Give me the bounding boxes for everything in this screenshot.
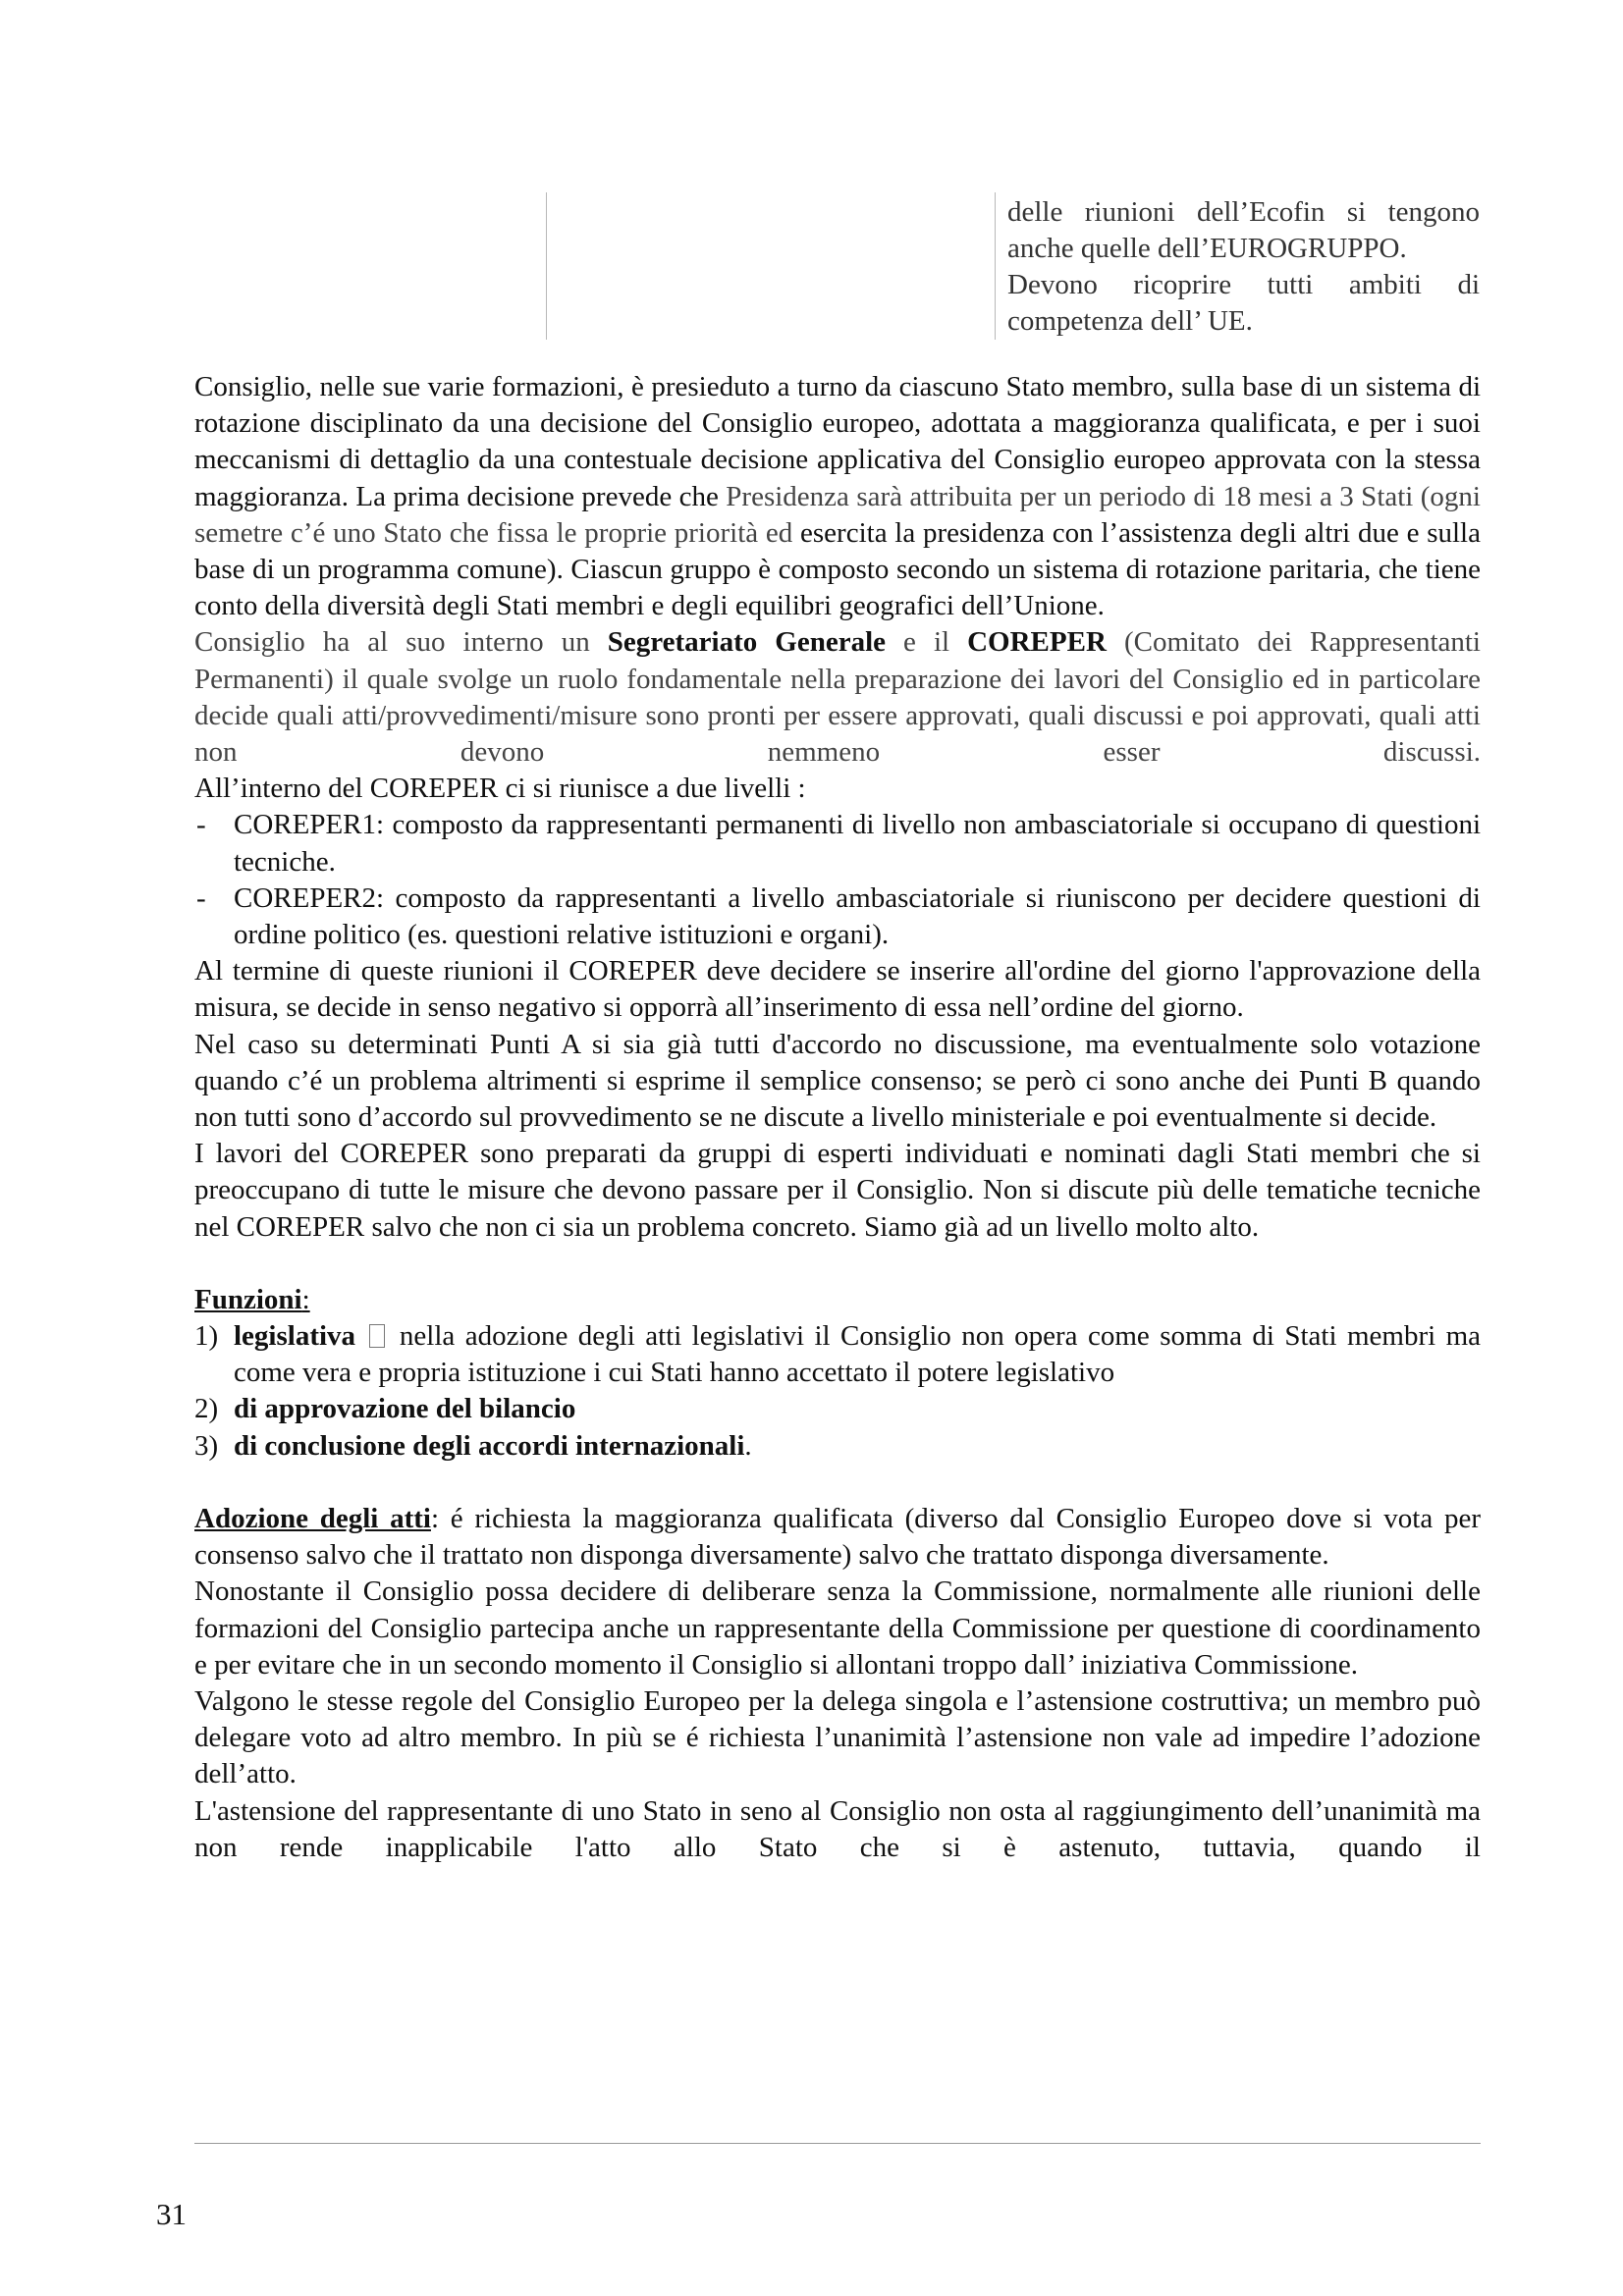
main-text [194,369,1481,1866]
paragraph-adozione: Adozione degli atti: é richiesta la maggioranza qualificata (diverso dal Consiglio Europeo dove si vota per consenso salvo che il trattato non disponga diversamente) salvo che trattato disponga diversamente. [194,1502,1481,1572]
section-heading: Funzioni: [194,1283,310,1315]
list-item-coreper2: - COREPER2: composto da rappresentanti a livello ambasciatoriale si riuniscono per decidere questioni di ordine politico (es. questioni relative istituzioni e organi). [196,881,1481,951]
paragraph-punti: Nel caso su determinati Punti A si sia già tutti d'accordo no discussione, ma eventualmente solo votazione quando c’é un problema altrimenti si esprime il semplice consenso; se però ci sono anche dei Punti B quando non tutti sono d’accordo sul provvedimento se ne discute a livello ministeriale e poi eventualmente si decide. [194,1028,1481,1134]
paragraph-coreper-intro: Consiglio ha al suo interno un Segretariato Generale e il COREPER (Comitato dei Rappresentanti Permanenti) il quale svolge un ruolo fondamentale nella preparazione dei lavori del Consiglio ed in particolare decide quali atti/provvedimenti/misure sono pronti per essere approvati, quali discussi e poi approvati, quali atti non devono nemmeno esser discussi. [194,626,1481,769]
section-adozione [194,1501,1481,1866]
paragraph-astensione: L'astensione del rappresentante di uno Stato in seno al Consiglio non osta al raggiungimento dell’unanimità ma non rende inapplicabile l'atto allo Stato che si è astenuto, tuttavia, quando il [194,1794,1481,1863]
list-item-coreper1: - COREPER1: composto da rappresentanti permanenti di livello non ambasciatoriale si occupano di questioni tecniche. [196,809,1481,878]
list-item-bilancio: 2) di approvazione del bilancio [194,1393,576,1425]
table-cell-line: competenza dell’ UE. [1007,305,1253,337]
paragraph-commissione: Nonostante il Consiglio possa decidere di deliberare senza la Commissione, normalmente alle riunioni delle formazioni del Consiglio partecipa anche un rappresentante della Commissione per questione di coordinamento e per evitare che in un secondo momento il Consiglio si allontani troppo dall’ iniziativa Commissione. [194,1575,1481,1681]
table-cell-line: anche quelle dell’EUROGRUPPO. [1007,233,1407,264]
arrow-icon [369,1324,385,1348]
list-item-legislativa: 1) legislativa nella adozione degli atti legislativi il Consiglio non opera come somma di Stati membri ma come vera e propria istituzione i cui Stati hanno accettato il potere legislativo [194,1320,1482,1389]
paragraph-experts: I lavori del COREPER sono preparati da gruppi di esperti individuati e nominati dagli Stati membri che si preoccupano di tutte le misure che devono passare per il Consiglio. Non si discute più delle tematiche tecniche nel COREPER salvo che non ci sia un problema concreto. Siamo già ad un livello molto alto. [194,1138,1481,1243]
list-item-accordi: 3) di conclusione degli accordi internazionali. [194,1429,752,1462]
table-border-right [995,192,996,340]
table-border-left [546,192,547,340]
section-funzioni [194,1282,1481,1465]
table-cell-line: Devono ricoprire tutti ambiti di [1007,269,1480,300]
footer-rule [194,2143,1481,2144]
page-number: 31 [156,2197,187,2231]
paragraph-delega: Valgono le stesse regole del Consiglio Europeo per la delega singola e l’astensione costruttiva; un membro può delegare voto ad altro membro. In più se é richiesta l’unanimità l’astensione non vale ad impedire l’adozione dell’atto. [194,1684,1481,1790]
table-cell-line: delle riunioni dell’Ecofin si tengono [1007,196,1480,228]
paragraph-agenda: Al termine di queste riunioni il COREPER deve decidere se inserire all'ordine del giorno l'approvazione della misura, se decide in senso negativo si opporrà all’inserimento di essa nell’ordine del giorno. [194,955,1481,1024]
paragraph-presidency: Consiglio, nelle sue varie formazioni, è presieduto a turno da ciascuno Stato membro, sulla base di un sistema di rotazione disciplinato da una decisione del Consiglio europeo, adottata a maggioranza qualificata, e per i suoi meccanismi di dettaglio da una contestuale decisione applicativa del Consiglio europeo approvata con la stessa maggioranza. La prima decisione prevede che Presidenza sarà attribuita per un periodo di 18 mesi a 3 Stati (ogni semetre c’é uno Stato che fissa le proprie priorità ed esercita la presidenza con l’assistenza degli altri due e sulla base di un programma comune). Ciascun gruppo è composto secondo un sistema di rotazione paritaria, che tiene conto della diversità degli Stati membri e degli equilibri geografici dell’Unione. [194,371,1481,622]
paragraph-levels: All’interno del COREPER ci si riunisce a due livelli : [194,773,806,805]
table-cell-text [1007,194,1480,340]
